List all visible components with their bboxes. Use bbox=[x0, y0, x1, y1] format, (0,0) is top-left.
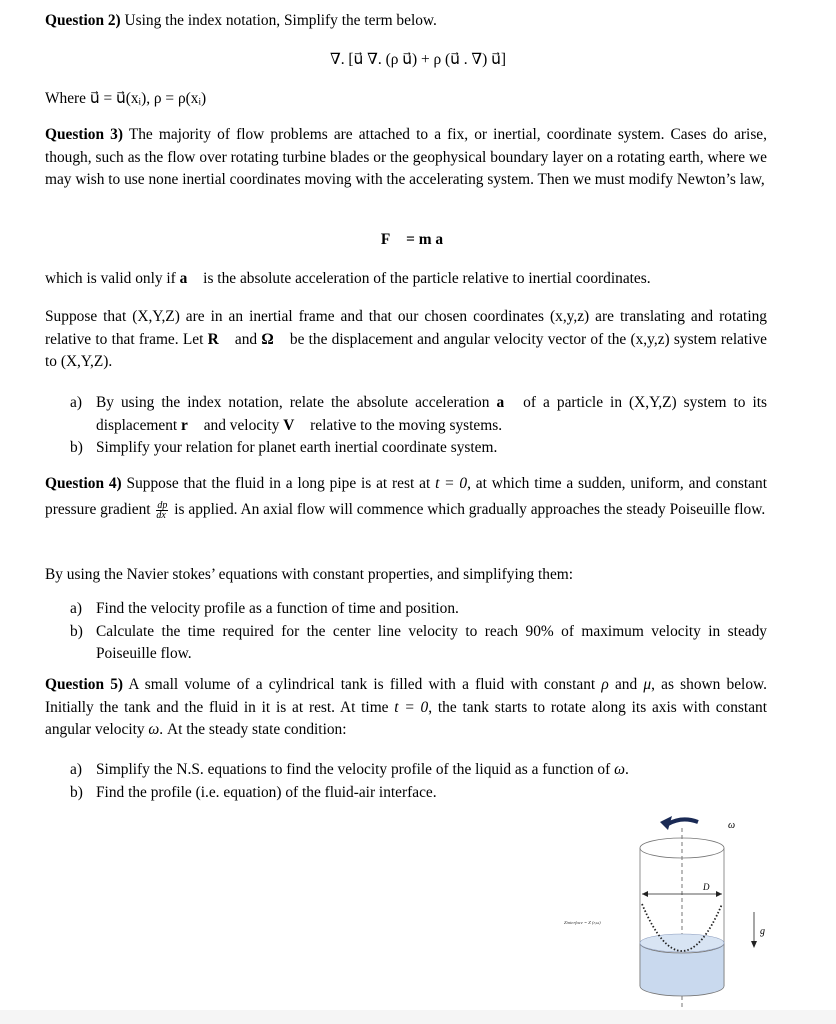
gravity-label: g bbox=[760, 926, 765, 937]
question-4-items bbox=[70, 598, 767, 666]
omega-label: ω bbox=[728, 820, 736, 831]
question-3-label: Question 3) bbox=[45, 126, 123, 143]
question-2-label: Question 2) bbox=[45, 12, 121, 29]
diameter-label: D bbox=[703, 882, 710, 892]
diameter-arrowhead-left-icon bbox=[642, 891, 648, 897]
question-3-text: The majority of flow problems are attached to a fix, or inertial, coordinate system. Cases do arise, though, such as the flow over rotating turbine blades or the geophysical boundary layer on a rotating earth, where we may wish to use none inertial coordinates moving with the accelerating system. Then we must modify Newton’s law, bbox=[45, 126, 767, 188]
question-5-items bbox=[70, 759, 767, 804]
diameter-arrowhead-right-icon bbox=[716, 891, 722, 897]
question-4: Question 4) Suppose that the fluid in a long pipe is at rest at t = 0, at which time a sudden, uniform, and constant pressure gradient $\frac{dp}{dx}$ is applied. An axial flow will commence which gradually approaches the steady Poiseuille flow. bbox=[45, 475, 767, 521]
question-4-label: Question 4) bbox=[45, 475, 122, 492]
question-2-text: Using the index notation, Simplify the term below. bbox=[124, 12, 437, 29]
page-bottom-strip bbox=[0, 1010, 836, 1024]
question-3-suppose: Suppose that (X,Y,Z) are in an inertial frame and that our chosen coordinates (x,y,z) are translating and rotating relative to that frame. Let R⃗ and Ω⃗ be the displacement and angular velocity vector of the (x,y,z) system relative to (X,Y,Z). bbox=[45, 308, 768, 370]
gravity-arrowhead-icon bbox=[751, 941, 757, 948]
newton-law-equation: F⃗ = m a⃗ bbox=[380, 231, 456, 248]
question-4-navier: By using the Navier stokes’ equations with constant properties, and simplifying them: bbox=[45, 566, 574, 583]
list-item: b) Calculate the time required for the center line velocity to reach 90% of maximum velocity in steady Poiseuille flow. bbox=[70, 622, 767, 662]
question-5-label: Question 5) bbox=[45, 676, 124, 693]
question-2-equation: ∇. [u⃗ ∇. (ρ u⃗) + ρ (u⃗ . ∇) u⃗] bbox=[329, 51, 507, 68]
list-item: a) Find the velocity profile as a function of time and position. bbox=[70, 600, 459, 617]
rotating-tank-figure bbox=[560, 808, 780, 1024]
fluid-top-surface bbox=[640, 934, 724, 952]
pressure-gradient-fraction: $\frac{dp}{dx}$ bbox=[156, 499, 168, 521]
question-3 bbox=[45, 124, 767, 192]
list-item: b) Simplify your relation for planet earth inertial coordinate system. bbox=[70, 439, 498, 456]
question-2-where: Where u⃗ = u⃗(xᵢ), ρ = ρ(xᵢ) bbox=[45, 90, 207, 107]
tank-top bbox=[640, 838, 724, 858]
interface-label: Zinterface = Z (r,ω) bbox=[564, 920, 601, 925]
question-3-valid: which is valid only if a⃗ is the absolute acceleration of the particle relative to inertial coordinates. bbox=[45, 270, 651, 287]
question-3-items bbox=[70, 392, 767, 460]
list-item: a) Simplify the N.S. equations to find the velocity profile of the liquid as a function of ω. bbox=[70, 761, 629, 778]
question-5: Question 5) A small volume of a cylindrical tank is filled with a fluid with constant ρ and μ, as shown below. Initially the tank and the fluid in it is at rest. At time t = 0, the tank starts to rotate along its axis with constant angular velocity ω. At the steady state condition: bbox=[45, 676, 768, 738]
rotation-arrow-icon bbox=[668, 819, 698, 824]
question-2 bbox=[45, 10, 767, 33]
list-item: a) By using the index notation, relate the absolute acceleration a⃗ of a particle in (X,Y,Z) system to its displacement r⃗ and velocity V⃗ relative to the moving systems. bbox=[70, 394, 767, 434]
list-item: b) Find the profile (i.e. equation) of the fluid-air interface. bbox=[70, 783, 437, 801]
